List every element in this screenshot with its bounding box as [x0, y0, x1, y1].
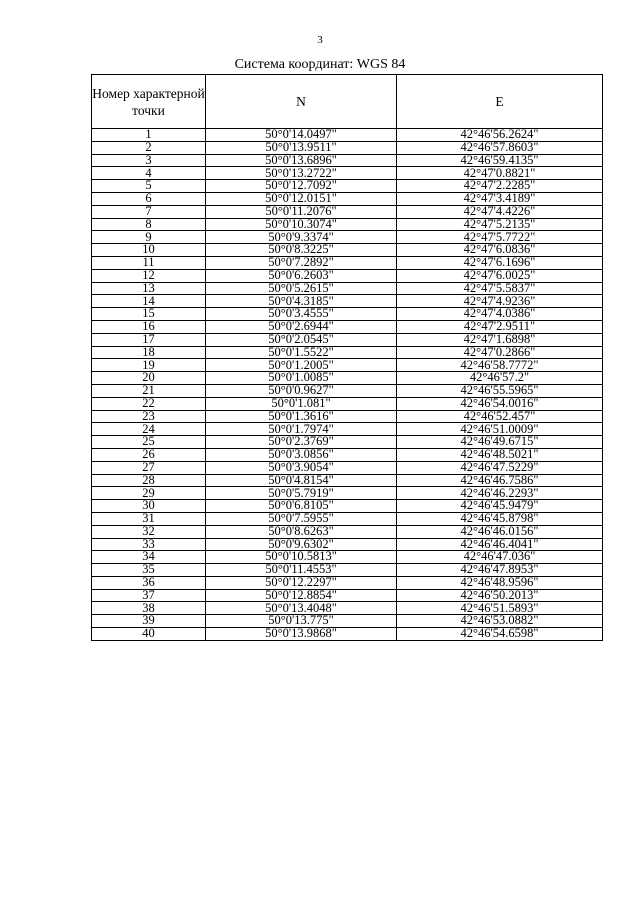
n-coordinate-cell: 50°0'1.5522" — [206, 346, 397, 359]
e-coordinate-cell: 42°46'47.5229" — [397, 461, 603, 474]
point-number-cell: 10 — [92, 244, 206, 257]
point-number-cell: 23 — [92, 410, 206, 423]
n-coordinate-cell: 50°0'13.775" — [206, 615, 397, 628]
n-coordinate-cell: 50°0'13.9868" — [206, 628, 397, 641]
n-coordinate-cell: 50°0'1.0085" — [206, 372, 397, 385]
point-number-cell: 31 — [92, 512, 206, 525]
e-coordinate-cell: 42°46'55.5965" — [397, 384, 603, 397]
point-number-cell: 19 — [92, 359, 206, 372]
n-coordinate-cell: 50°0'2.0545" — [206, 333, 397, 346]
n-coordinate-cell: 50°0'10.5813" — [206, 551, 397, 564]
e-coordinate-cell: 42°46'46.4041" — [397, 538, 603, 551]
n-coordinate-cell: 50°0'4.8154" — [206, 474, 397, 487]
e-coordinate-cell: 42°46'56.2624" — [397, 129, 603, 142]
n-coordinate-cell: 50°0'4.3185" — [206, 295, 397, 308]
header-e: E — [397, 75, 603, 129]
n-coordinate-cell: 50°0'3.9054" — [206, 461, 397, 474]
point-number-cell: 39 — [92, 615, 206, 628]
point-number-cell: 6 — [92, 192, 206, 205]
table-row — [92, 282, 603, 295]
table-row — [92, 474, 603, 487]
e-coordinate-cell: 42°47'2.2285" — [397, 180, 603, 193]
table-header-row — [92, 75, 603, 129]
e-coordinate-cell: 42°46'50.2013" — [397, 589, 603, 602]
n-coordinate-cell: 50°0'12.7092" — [206, 180, 397, 193]
point-number-cell: 8 — [92, 218, 206, 231]
n-coordinate-cell: 50°0'11.4553" — [206, 564, 397, 577]
point-number-cell: 37 — [92, 589, 206, 602]
header-n: N — [206, 75, 397, 129]
e-coordinate-cell: 42°46'54.0016" — [397, 397, 603, 410]
e-coordinate-cell: 42°46'45.8798" — [397, 512, 603, 525]
e-coordinate-cell: 42°47'2.9511" — [397, 320, 603, 333]
point-number-cell: 18 — [92, 346, 206, 359]
n-coordinate-cell: 50°0'5.7919" — [206, 487, 397, 500]
n-coordinate-cell: 50°0'5.2615" — [206, 282, 397, 295]
n-coordinate-cell: 50°0'12.8854" — [206, 589, 397, 602]
point-number-cell: 29 — [92, 487, 206, 500]
e-coordinate-cell: 42°46'57.8603" — [397, 141, 603, 154]
e-coordinate-cell: 42°47'6.0025" — [397, 269, 603, 282]
n-coordinate-cell: 50°0'12.2297" — [206, 576, 397, 589]
n-coordinate-cell: 50°0'1.081" — [206, 397, 397, 410]
coordinate-system-caption: Система координат: WGS 84 — [234, 57, 406, 72]
point-number-cell: 35 — [92, 564, 206, 577]
e-coordinate-cell: 42°47'0.2866" — [397, 346, 603, 359]
n-coordinate-cell: 50°0'13.9511" — [206, 141, 397, 154]
point-number-cell: 38 — [92, 602, 206, 615]
point-number-cell: 21 — [92, 384, 206, 397]
n-coordinate-cell: 50°0'11.2076" — [206, 205, 397, 218]
e-coordinate-cell: 42°46'52.457" — [397, 410, 603, 423]
e-coordinate-cell: 42°46'46.2293" — [397, 487, 603, 500]
point-number-cell: 32 — [92, 525, 206, 538]
e-coordinate-cell: 42°46'46.7586" — [397, 474, 603, 487]
e-coordinate-cell: 42°46'47.036" — [397, 551, 603, 564]
e-coordinate-cell: 42°47'4.4226" — [397, 205, 603, 218]
e-coordinate-cell: 42°47'4.9236" — [397, 295, 603, 308]
table-row — [92, 346, 603, 359]
point-number-cell: 24 — [92, 423, 206, 436]
e-coordinate-cell: 42°46'48.5021" — [397, 448, 603, 461]
point-number-cell: 1 — [92, 129, 206, 142]
point-number-cell: 17 — [92, 333, 206, 346]
point-number-cell: 3 — [92, 154, 206, 167]
e-coordinate-cell: 42°47'6.0836" — [397, 244, 603, 257]
point-number-cell: 5 — [92, 180, 206, 193]
n-coordinate-cell: 50°0'3.0856" — [206, 448, 397, 461]
e-coordinate-cell: 42°47'3.4189" — [397, 192, 603, 205]
n-coordinate-cell: 50°0'7.5955" — [206, 512, 397, 525]
point-number-cell: 16 — [92, 320, 206, 333]
point-number-cell: 13 — [92, 282, 206, 295]
e-coordinate-cell: 42°46'48.9596" — [397, 576, 603, 589]
point-number-cell: 36 — [92, 576, 206, 589]
point-number-cell: 4 — [92, 167, 206, 180]
point-number-cell: 14 — [92, 295, 206, 308]
n-coordinate-cell: 50°0'1.2005" — [206, 359, 397, 372]
point-number-cell: 7 — [92, 205, 206, 218]
e-coordinate-cell: 42°46'57.2" — [397, 372, 603, 385]
point-number-cell: 33 — [92, 538, 206, 551]
point-number-cell: 11 — [92, 256, 206, 269]
n-coordinate-cell: 50°0'3.4555" — [206, 308, 397, 321]
point-number-cell: 25 — [92, 436, 206, 449]
e-coordinate-cell: 42°47'0.8821" — [397, 167, 603, 180]
n-coordinate-cell: 50°0'2.3769" — [206, 436, 397, 449]
n-coordinate-cell: 50°0'12.0151" — [206, 192, 397, 205]
n-coordinate-cell: 50°0'13.2722" — [206, 167, 397, 180]
point-number-cell: 34 — [92, 551, 206, 564]
coordinates-table — [91, 74, 603, 641]
e-coordinate-cell: 42°46'46.0156" — [397, 525, 603, 538]
table-row — [92, 628, 603, 641]
e-coordinate-cell: 42°46'45.9479" — [397, 500, 603, 513]
n-coordinate-cell: 50°0'7.2892" — [206, 256, 397, 269]
page-number: 3 — [317, 34, 323, 46]
point-number-cell: 2 — [92, 141, 206, 154]
table-row — [92, 218, 603, 231]
e-coordinate-cell: 42°46'54.6598" — [397, 628, 603, 641]
point-number-cell: 9 — [92, 231, 206, 244]
point-number-cell: 26 — [92, 448, 206, 461]
point-number-cell: 12 — [92, 269, 206, 282]
point-number-cell: 15 — [92, 308, 206, 321]
e-coordinate-cell: 42°46'47.8953" — [397, 564, 603, 577]
e-coordinate-cell: 42°47'4.0386" — [397, 308, 603, 321]
n-coordinate-cell: 50°0'10.3074" — [206, 218, 397, 231]
n-coordinate-cell: 50°0'6.2603" — [206, 269, 397, 282]
n-coordinate-cell: 50°0'14.0497" — [206, 129, 397, 142]
table-row — [92, 410, 603, 423]
e-coordinate-cell: 42°47'6.1696" — [397, 256, 603, 269]
point-number-cell: 40 — [92, 628, 206, 641]
point-number-cell: 28 — [92, 474, 206, 487]
n-coordinate-cell: 50°0'2.6944" — [206, 320, 397, 333]
n-coordinate-cell: 50°0'9.6302" — [206, 538, 397, 551]
e-coordinate-cell: 42°46'58.7772" — [397, 359, 603, 372]
n-coordinate-cell: 50°0'8.6263" — [206, 525, 397, 538]
n-coordinate-cell: 50°0'0.9627" — [206, 384, 397, 397]
point-number-cell: 22 — [92, 397, 206, 410]
n-coordinate-cell: 50°0'9.3374" — [206, 231, 397, 244]
e-coordinate-cell: 42°46'49.6715" — [397, 436, 603, 449]
e-coordinate-cell: 42°46'51.5893" — [397, 602, 603, 615]
e-coordinate-cell: 42°47'5.2135" — [397, 218, 603, 231]
n-coordinate-cell: 50°0'13.4048" — [206, 602, 397, 615]
n-coordinate-cell: 50°0'13.6896" — [206, 154, 397, 167]
e-coordinate-cell: 42°46'53.0882" — [397, 615, 603, 628]
header-point-number: Номер характерной точки — [92, 75, 206, 129]
table-body — [92, 129, 603, 641]
e-coordinate-cell: 42°47'5.7722" — [397, 231, 603, 244]
e-coordinate-cell: 42°46'51.0009" — [397, 423, 603, 436]
point-number-cell: 20 — [92, 372, 206, 385]
table-row — [92, 154, 603, 167]
e-coordinate-cell: 42°47'5.5837" — [397, 282, 603, 295]
e-coordinate-cell: 42°46'59.4135" — [397, 154, 603, 167]
point-number-cell: 30 — [92, 500, 206, 513]
n-coordinate-cell: 50°0'6.8105" — [206, 500, 397, 513]
n-coordinate-cell: 50°0'1.3616" — [206, 410, 397, 423]
e-coordinate-cell: 42°47'1.6898" — [397, 333, 603, 346]
n-coordinate-cell: 50°0'1.7974" — [206, 423, 397, 436]
point-number-cell: 27 — [92, 461, 206, 474]
n-coordinate-cell: 50°0'8.3225" — [206, 244, 397, 257]
